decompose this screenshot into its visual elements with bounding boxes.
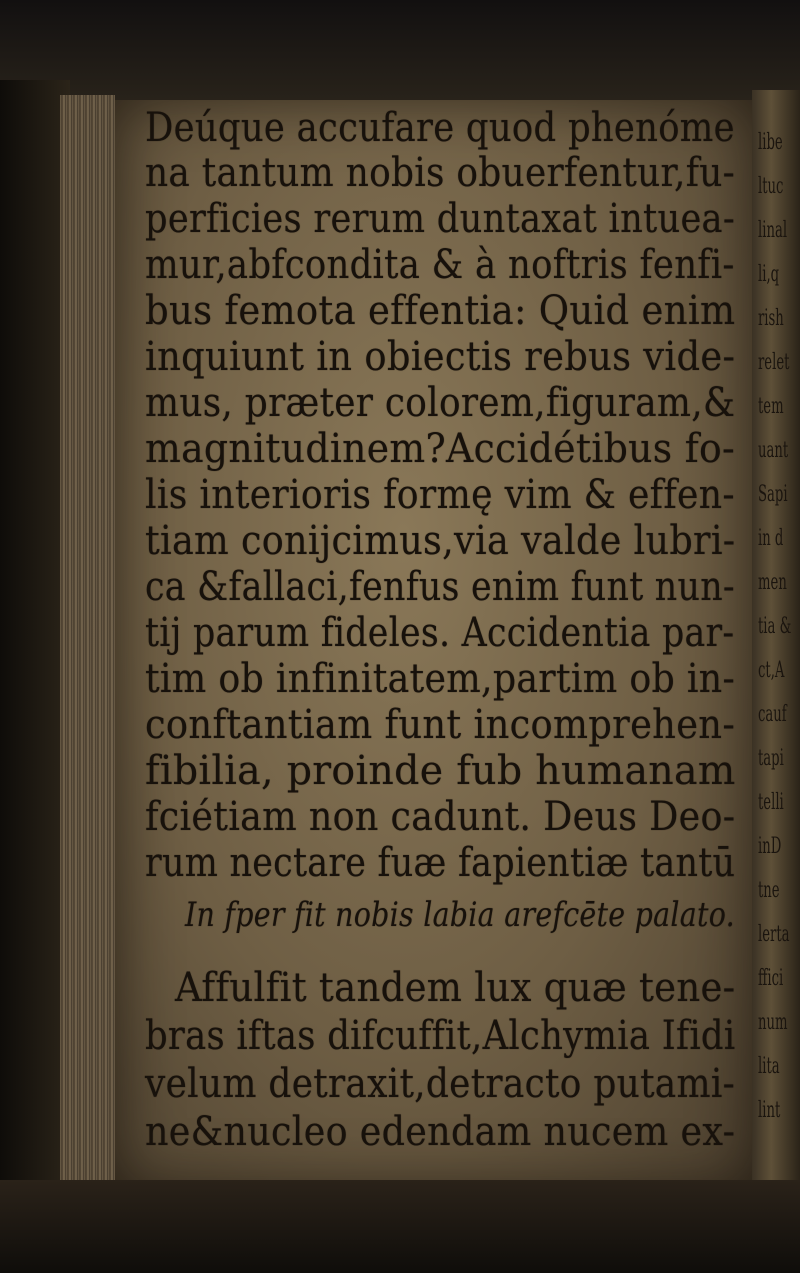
text-line-17: rum nectare fuæ fapientiæ tantū xyxy=(145,840,736,886)
adjacent-page-fragment: linal xyxy=(758,218,788,243)
text-line-18-italic: In fper fit nobis labia arefcēte palato. xyxy=(185,895,735,935)
text-line-15: fibilia, proinde fub humanam xyxy=(145,748,736,794)
text-line-14: conftantiam funt incomprehen- xyxy=(145,702,736,748)
text-line-21: velum detraxit,detracto putami- xyxy=(145,1061,736,1107)
text-line-2: na tantum nobis obuerfentur,fu- xyxy=(145,150,736,196)
adjacent-page-fragment: telli xyxy=(758,790,784,815)
text-line-22: ne&nucleo edendam nucem ex- xyxy=(145,1109,736,1155)
adjacent-page-fragment: tia & xyxy=(758,614,792,639)
text-line-5: bus femota effentia: Quid enim xyxy=(145,288,736,334)
text-line-20: bras iftas difcuffit,Alchymia Ifidi xyxy=(145,1013,736,1059)
adjacent-page-strip xyxy=(752,90,800,1273)
adjacent-page-fragment: tapi xyxy=(758,746,784,771)
adjacent-page-fragment: cauf xyxy=(758,702,787,727)
text-line-3: perficies rerum duntaxat intuea- xyxy=(145,196,736,242)
adjacent-page-fragment: Sapi xyxy=(758,482,788,507)
text-line-12: tij parum fideles. Accidentia par- xyxy=(145,610,735,656)
adjacent-page-fragment: tne xyxy=(758,878,780,903)
adjacent-page-fragment: men xyxy=(758,570,787,595)
adjacent-page-fragment: rish xyxy=(758,306,784,331)
text-line-4: mur,abfcondita & à noftris fenfi- xyxy=(145,242,735,288)
adjacent-page-fragment: lerta xyxy=(758,922,790,947)
adjacent-page-fragment: lita xyxy=(758,1054,780,1079)
text-line-8: magnitudinem?Accidétibus fo- xyxy=(145,426,736,472)
adjacent-page-fragment: ffici xyxy=(758,966,784,991)
adjacent-page-fragment: ct,A xyxy=(758,658,785,683)
adjacent-page-fragment: tem xyxy=(758,394,784,419)
page-edges xyxy=(60,95,115,1195)
adjacent-page-fragment: inD xyxy=(758,834,782,859)
adjacent-page-fragment: relet xyxy=(758,350,790,375)
text-line-9: lis interioris formę vim & effen- xyxy=(145,472,735,518)
text-line-6: inquiunt in obiectis rebus vide- xyxy=(145,334,736,380)
adjacent-page-fragment: li,q xyxy=(758,262,780,287)
adjacent-page-fragment: uant xyxy=(758,438,789,463)
text-line-13: tim ob infinitatem,partim ob in- xyxy=(145,656,736,702)
background-top xyxy=(0,0,800,110)
text-line-11: ca &fallaci,fenfus enim funt nun- xyxy=(145,564,735,610)
adjacent-page-fragment: libe xyxy=(758,130,783,155)
text-line-7: mus, præter colorem,figuram,& xyxy=(145,380,736,426)
adjacent-page-fragment: num xyxy=(758,1010,788,1035)
adjacent-page-fragment: lint xyxy=(758,1098,781,1123)
text-line-16: fciétiam non cadunt. Deus Deo- xyxy=(145,794,736,840)
background-bottom xyxy=(0,1180,800,1273)
adjacent-page-fragment: in d xyxy=(758,526,784,551)
adjacent-page-fragment: ltuc xyxy=(758,174,784,199)
text-line-19: Affulfit tandem lux quæ tene- xyxy=(175,965,736,1011)
text-line-1: Deúque accufare quod phenóme xyxy=(145,105,735,151)
text-line-10: tiam conijcimus,via valde lubri- xyxy=(145,518,736,564)
